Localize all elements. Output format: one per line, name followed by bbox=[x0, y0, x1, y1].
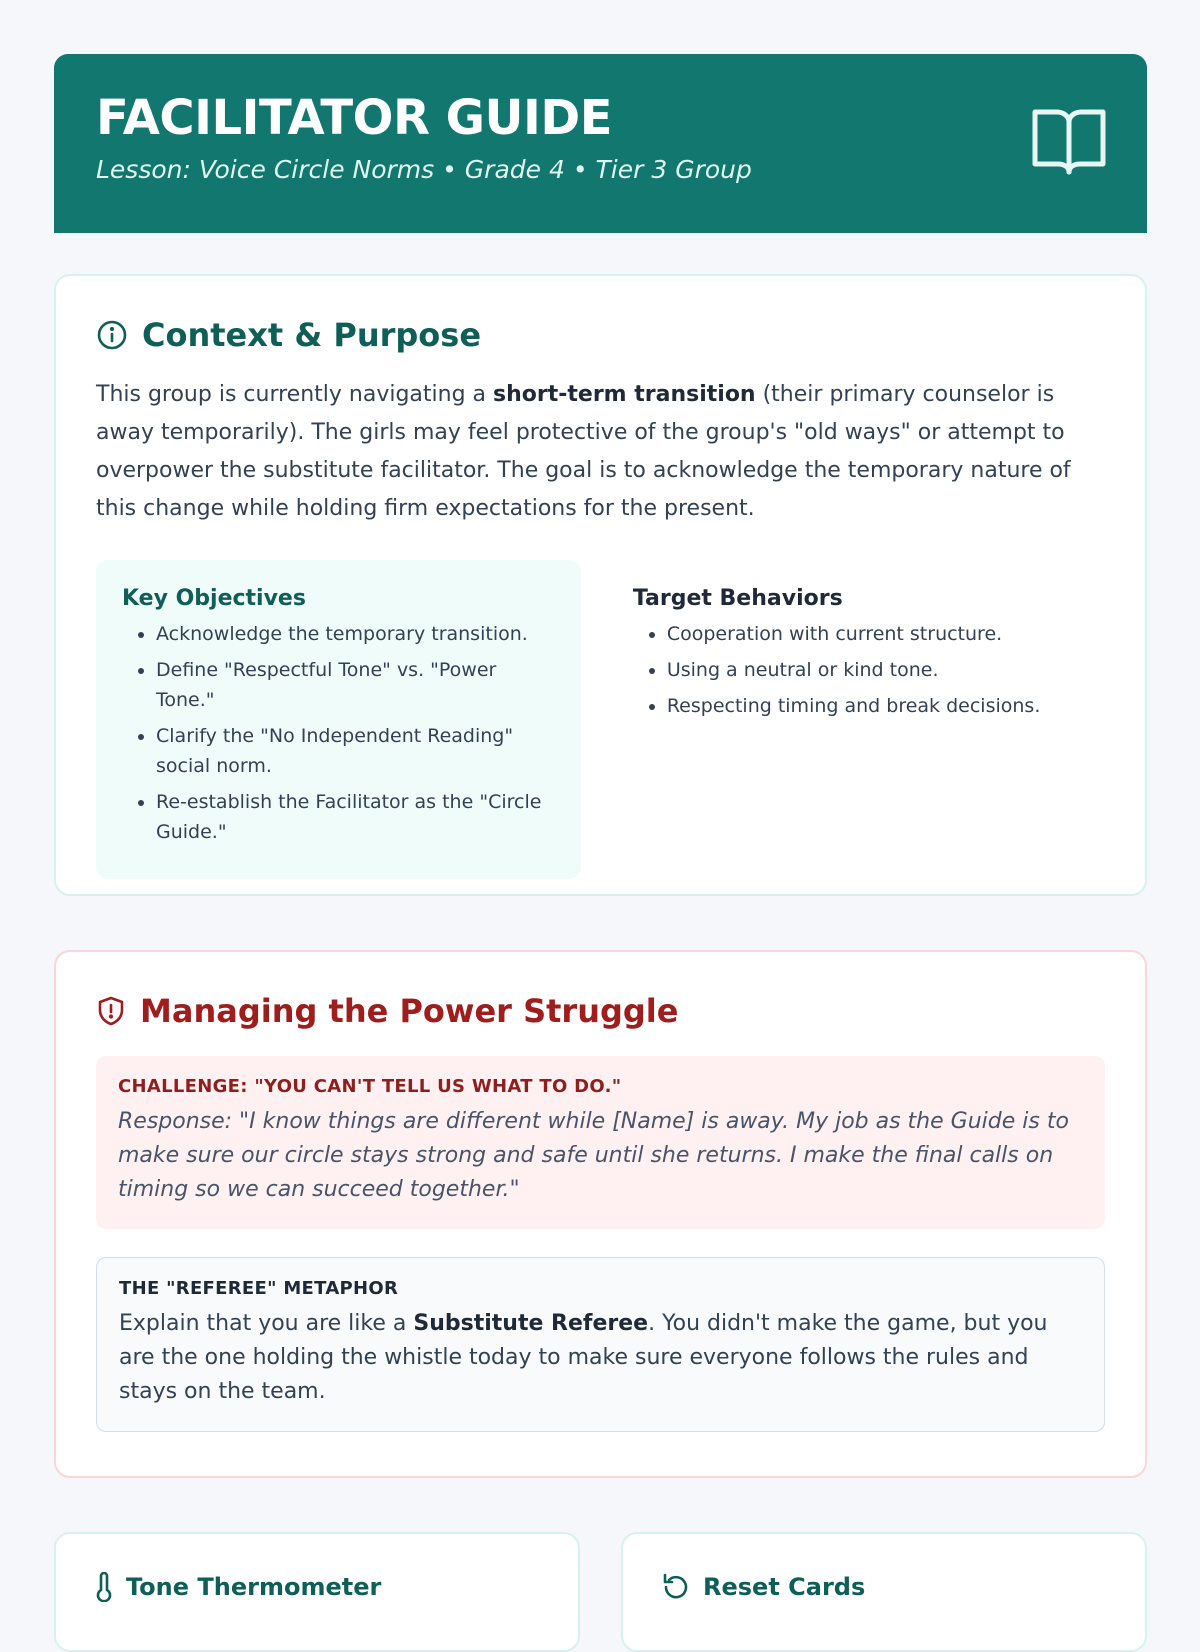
challenge-box bbox=[96, 1056, 1105, 1229]
list-item: • Acknowledge the temporary transition. bbox=[156, 619, 555, 649]
metaphor-text-part: . You didn't make the game, but you are the one holding the whistle today to make sure everyone follows the rules and stays on the team. bbox=[119, 1311, 1048, 1404]
context-paragraph bbox=[96, 376, 1105, 528]
target-behaviors-title: Target Behaviors bbox=[632, 586, 843, 611]
challenge-label: CHALLENGE: "YOU CAN'T TELL US WHAT TO DO." bbox=[118, 1076, 622, 1097]
info-icon bbox=[96, 319, 128, 351]
context-title: Context & Purpose bbox=[142, 316, 482, 354]
behaviors-list bbox=[633, 619, 1105, 721]
context-card bbox=[54, 274, 1147, 896]
thermometer-icon bbox=[94, 1572, 114, 1602]
shield-alert-icon bbox=[96, 995, 126, 1027]
metaphor-text-emphasis: Substitute Referee bbox=[413, 1311, 649, 1336]
list-item: • Define "Respectful Tone" vs. "Power Tone." bbox=[156, 655, 555, 715]
reset-cards-heading bbox=[661, 1572, 1107, 1602]
tone-thermometer-heading bbox=[94, 1572, 540, 1602]
referee-metaphor-box bbox=[96, 1257, 1105, 1432]
list-item: • Cooperation with current structure. bbox=[667, 619, 1105, 649]
key-objectives-title: Key Objectives bbox=[122, 586, 306, 611]
book-open-icon bbox=[1031, 106, 1107, 178]
reset-cards-card bbox=[621, 1532, 1147, 1652]
power-heading bbox=[96, 992, 1105, 1030]
objectives-row bbox=[96, 560, 1105, 879]
tone-thermometer-title: Tone Thermometer bbox=[126, 1573, 382, 1601]
challenge-response: Response: "I know things are different while [Name] is away. My job as the Guide is to make sure our circle stays strong and safe until she returns. I make the final calls on timing so we can succeed together." bbox=[118, 1109, 1069, 1202]
rotate-ccw-icon bbox=[661, 1572, 691, 1602]
context-text-emphasis: short-term transition bbox=[493, 382, 756, 407]
objectives-list bbox=[122, 619, 555, 847]
power-struggle-card bbox=[54, 950, 1147, 1478]
list-item: • Using a neutral or kind tone. bbox=[667, 655, 1105, 685]
key-objectives-box bbox=[96, 560, 581, 879]
target-behaviors-box bbox=[633, 560, 1105, 879]
reset-cards-title: Reset Cards bbox=[703, 1573, 866, 1601]
power-title: Managing the Power Struggle bbox=[140, 992, 679, 1030]
guide-header bbox=[54, 54, 1147, 233]
context-text-part: (their primary counselor is away temporarily). The girls may feel protective of the group's "old ways" or attempt to overpower the substitute facilitator. The goal is to acknowledge the temporary nature of this change while holding firm expectations for the present. bbox=[96, 382, 1071, 521]
metaphor-text bbox=[119, 1307, 1082, 1409]
page-title: FACILITATOR GUIDE bbox=[96, 90, 612, 146]
context-text-part: This group is currently navigating a bbox=[96, 382, 494, 407]
metaphor-label: THE "REFEREE" METAPHOR bbox=[119, 1278, 399, 1299]
list-item: • Clarify the "No Independent Reading" social norm. bbox=[156, 721, 555, 781]
list-item: • Re-establish the Facilitator as the "Circle Guide." bbox=[156, 787, 555, 847]
tone-thermometer-card bbox=[54, 1532, 580, 1652]
list-item: • Respecting timing and break decisions. bbox=[667, 691, 1105, 721]
context-heading bbox=[96, 316, 1105, 354]
lesson-subtitle: Lesson: Voice Circle Norms • Grade 4 • Tier 3 Group bbox=[96, 154, 752, 184]
metaphor-text-part: Explain that you are like a bbox=[119, 1311, 414, 1336]
